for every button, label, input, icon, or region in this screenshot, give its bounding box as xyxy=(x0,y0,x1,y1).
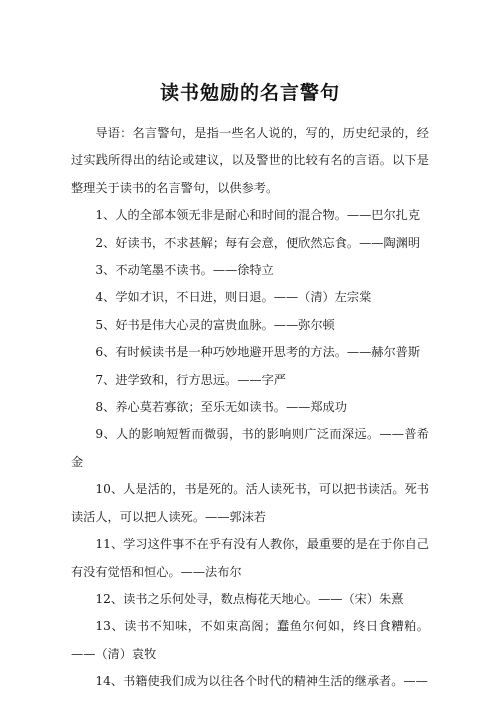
quote-item: 3、不动笔墨不读书。——徐特立 xyxy=(95,263,274,278)
page-title: 读书勉励的名言警句 xyxy=(159,82,340,104)
quote-item: 12、读书之乐何处寻，数点梅花天地心。——（宋）朱熹 xyxy=(95,591,404,606)
quote-item: 5、好书是伟大心灵的富贵血脉。——弥尔顿 xyxy=(95,317,335,332)
quote-item: 6、有时候读书是一种巧妙地避开思考的方法。——赫尔普斯 xyxy=(95,345,421,360)
quote-item: 10、人是活的，书是死的。活人读死书，可以把书读活。死书读活人，可以把人读死。——郭沫若 xyxy=(71,482,429,524)
quote-item: 1、人的全部本领无非是耐心和时间的混合物。——巴尔扎克 xyxy=(95,208,421,223)
quote-item: 8、养心莫若寡欲；至乐无如读书。——郑成功 xyxy=(95,400,347,415)
quote-item: 4、学如才识，不日进，则日退。——（清）左宗棠 xyxy=(95,290,372,305)
quote-item: 7、进学致和，行方思远。——字严 xyxy=(95,372,286,387)
quote-item: 13、读书不知味，不如束高阁；蠢鱼尔何如，终日食糟粕。——（清）袁牧 xyxy=(71,619,429,661)
document-body xyxy=(71,120,429,696)
intro-paragraph: 导语：名言警句，是指一些名人说的，写的，历史纪录的，经过实践所得出的结论或建议，以及警世的比较有名的言语。以下是整理关于读书的名言警句，以供参考。 xyxy=(71,126,429,195)
quote-item: 11、学习这件事不在乎有没有人教你，最重要的是在于你自己有没有觉悟和恒心。——法布尔 xyxy=(71,537,429,579)
quote-item: 2、好读书，不求甚解；每有会意，便欣然忘食。——陶渊明 xyxy=(95,235,421,250)
quote-item: 9、人的影响短暂而微弱，书的影响则广泛而深远。——普希金 xyxy=(71,427,429,469)
quote-item: 14、书籍使我们成为以往各个时代的精神生活的继承者。—— xyxy=(95,674,428,689)
